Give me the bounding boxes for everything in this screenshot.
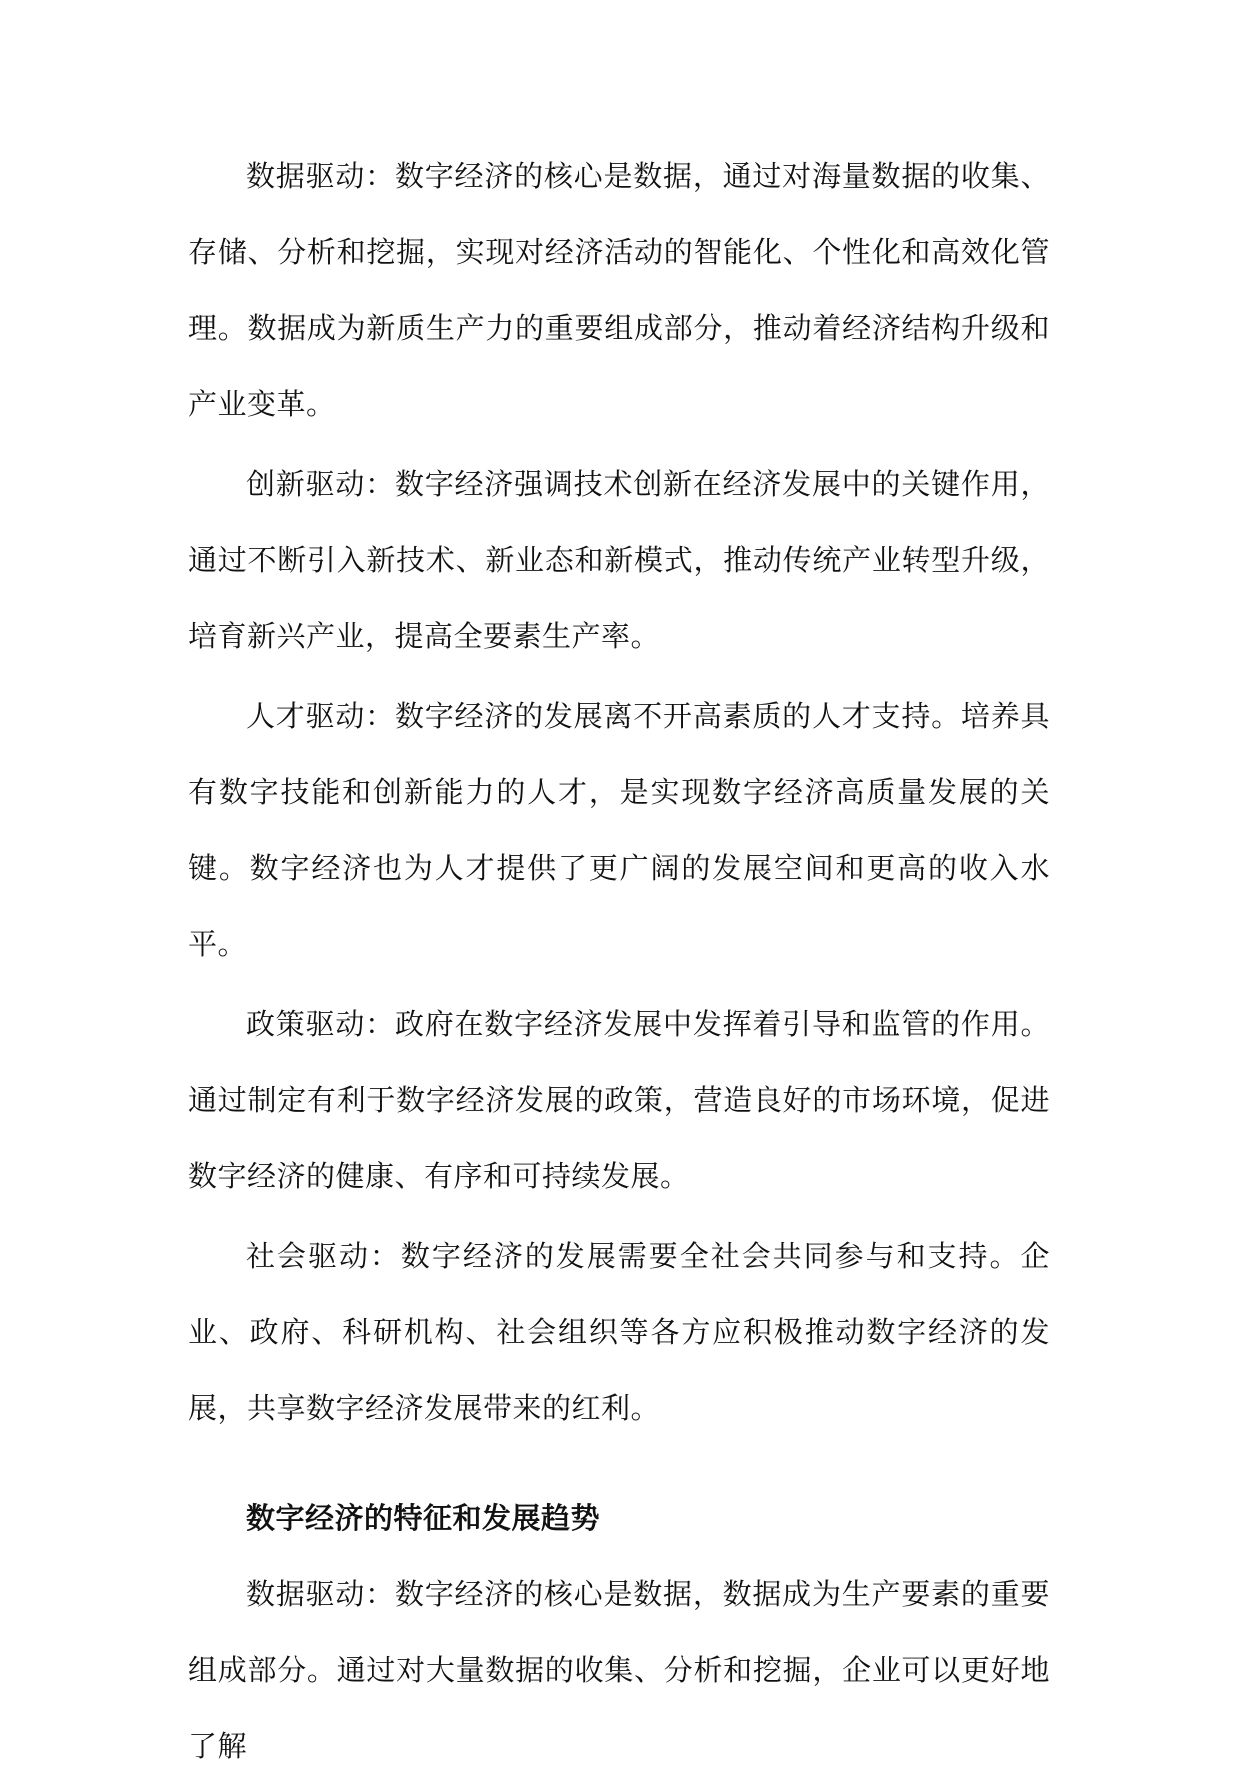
paragraph-data-driven-2: 数据驱动：数字经济的核心是数据，数据成为生产要素的重要组成部分。通过对大量数据的收集、分析和挖掘，企业可以更好地了解 — [188, 1577, 1050, 1763]
paragraph-talent-driven: 人才驱动：数字经济的发展离不开高素质的人才支持。培养具有数字技能和创新能力的人才，是实现数字经济高质量发展的关键。数字经济也为人才提供了更广阔的发展空间和更高的收入水平。 — [188, 699, 1050, 961]
paragraph-innovation-driven: 创新驱动：数字经济强调技术创新在经济发展中的关键作用，通过不断引入新技术、新业态和新模式，推动传统产业转型升级，培育新兴产业，提高全要素生产率。 — [188, 467, 1050, 653]
paragraph-data-driven: 数据驱动：数字经济的核心是数据，通过对海量数据的收集、存储、分析和挖掘，实现对经济活动的智能化、个性化和高效化管理。数据成为新质生产力的重要组成部分，推动着经济结构升级和产业变革。 — [188, 159, 1050, 421]
paragraph-society-driven: 社会驱动：数字经济的发展需要全社会共同参与和支持。企业、政府、科研机构、社会组织等各方应积极推动数字经济的发展，共享数字经济发展带来的红利。 — [188, 1239, 1050, 1425]
section-heading: 数字经济的特征和发展趋势 — [246, 1501, 601, 1535]
document-body — [188, 138, 1050, 1788]
paragraph-policy-driven: 政策驱动：政府在数字经济发展中发挥着引导和监管的作用。通过制定有利于数字经济发展的政策，营造良好的市场环境，促进数字经济的健康、有序和可持续发展。 — [188, 1007, 1050, 1193]
